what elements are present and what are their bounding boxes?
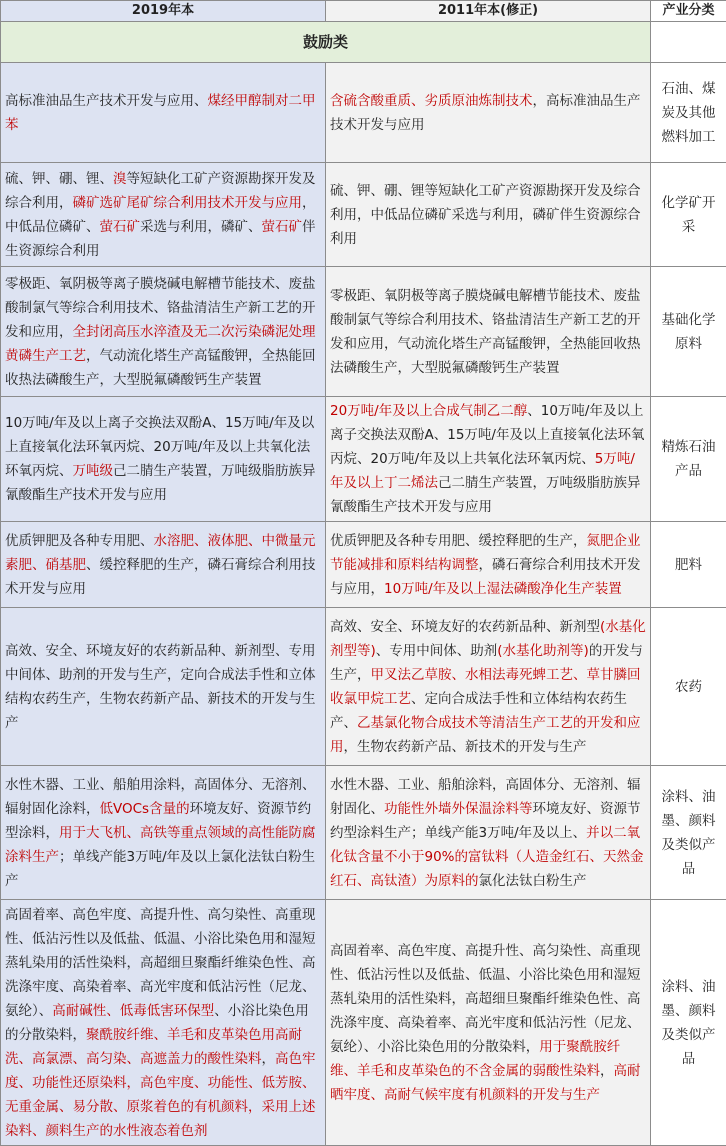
text-segment: 伴生资源综合利用 bbox=[5, 219, 316, 259]
text-segment: 采选与利用，磷矿、 bbox=[140, 219, 262, 235]
cell-2011 bbox=[326, 766, 651, 900]
text-segment: 优质钾肥及各种专用肥、 bbox=[5, 533, 154, 549]
table-row bbox=[1, 63, 726, 163]
changed-text: 高色牢度、功能性还原染料，高色牢度、功能性、低芳胺、无重金属、易分散、原浆着色的有机颜料，采用上述染料、颜料生产的水性液态着色剂 bbox=[5, 1051, 316, 1139]
header-industry: 产业分类 bbox=[651, 1, 726, 22]
category-blank-cell bbox=[651, 22, 726, 63]
text-segment: 的开发与生产， bbox=[330, 643, 643, 683]
text-segment: ；单线产能3万吨/年及以上氯化法钛白粉生产 bbox=[5, 849, 315, 889]
changed-text: 甲叉法乙草胺、水相法毒死蜱工艺、草甘膦回收氯甲烷工艺 bbox=[330, 667, 641, 707]
cell-2019 bbox=[1, 522, 326, 608]
text-segment: 硫、钾、硼、锂等短缺化工矿产资源勘探开发及综合利用，中低品位磷矿采选与利用，磷矿伴生资源综合利用 bbox=[330, 183, 641, 247]
changed-text: 溴 bbox=[113, 171, 127, 187]
cell-industry: 石油、煤炭及其他燃料加工 bbox=[651, 63, 726, 163]
cell-industry: 肥料 bbox=[651, 522, 726, 608]
table-row bbox=[1, 267, 726, 397]
header-2019: 2019年本 bbox=[1, 1, 326, 22]
cell-industry: 基础化学原料 bbox=[651, 267, 726, 397]
changed-text: 全封闭高压水淬渣及无二次污染磷泥处理黄磷生产工艺 bbox=[5, 324, 316, 364]
text-segment: 高标准油品生产技术开发与应用、 bbox=[5, 93, 208, 109]
changed-text: 煤经甲醇制对二甲苯 bbox=[5, 93, 316, 133]
table-row bbox=[1, 900, 726, 1146]
changed-text: (水基化剂型等) bbox=[330, 619, 646, 659]
text-segment: 10万吨/年及以上离子交换法双酚A、15万吨/年及以上直接氧化法环氧丙烷、20万吨/年及以上共氧化法环氧丙烷、 bbox=[5, 415, 314, 479]
changed-text: 用于聚酰胺纤维、羊毛和皮革染色的不含金属的弱酸性染料 bbox=[330, 1039, 620, 1079]
cell-2011 bbox=[326, 63, 651, 163]
cell-industry: 化学矿开采 bbox=[651, 163, 726, 267]
changed-text: 乙基氯化物合成技术等清洁生产工艺的开发和应用 bbox=[330, 715, 641, 755]
text-segment: 零极距、氧阴极等离子膜烧碱电解槽节能技术、废盐酸制氯气等综合利用技术、铬盐清洁生产新工艺的开发和应用，气动流化塔生产高锰酸钾，全热能回收热法磷酸生产，大型脱氟磷酸钙生产装置 bbox=[330, 288, 641, 376]
text-segment: 等短缺化工矿产资源勘探开发及综合利用， bbox=[5, 171, 316, 211]
changed-text: 功能性外墙外保温涂料等 bbox=[384, 801, 533, 817]
changed-text: 万吨级 bbox=[73, 463, 114, 479]
text-segment: ，生物农药新产品、新技术的开发与生产 bbox=[344, 739, 587, 755]
text-segment: 高效、安全、环境友好的农药新品种、新剂型 bbox=[330, 619, 600, 635]
changed-text: 水溶肥、液体肥、中微量元素肥、硝基肥 bbox=[5, 533, 316, 573]
text-segment: ， bbox=[262, 1051, 276, 1067]
text-segment: 、定向合成法手性和立体结构农药生产、 bbox=[330, 691, 627, 731]
text-segment: 己二腈生产装置，万吨级脂肪族异氰酸酯生产技术开发与应用 bbox=[330, 475, 641, 515]
cell-2019 bbox=[1, 267, 326, 397]
text-segment: ，气动流化塔生产高锰酸钾，全热能回收热法磷酸生产，大型脱氟磷酸钙生产装置 bbox=[5, 348, 316, 388]
changed-text: 氮肥企业节能减排和原料结构调整 bbox=[330, 533, 641, 573]
changed-text: 萤石矿 bbox=[100, 219, 141, 235]
changed-text: 5万吨/年及以上丁二烯法 bbox=[330, 451, 635, 491]
text-segment: ，磷石膏综合利用技术开发与应用， bbox=[330, 557, 641, 597]
cell-industry: 农药 bbox=[651, 608, 726, 766]
changed-text: 高耐晒牢度、高耐气候牢度有机颜料的开发与生产 bbox=[330, 1063, 641, 1103]
table-row bbox=[1, 766, 726, 900]
category-row bbox=[1, 22, 726, 63]
table-row bbox=[1, 397, 726, 522]
table-row bbox=[1, 522, 726, 608]
text-segment: ，中低品位磷矿、 bbox=[5, 195, 316, 235]
table-row bbox=[1, 163, 726, 267]
changed-text: 20万吨/年及以上合成气制乙二醇 bbox=[330, 403, 527, 419]
header-2011: 2011年本(修正) bbox=[326, 1, 651, 22]
text-segment: 硫、钾、硼、锂、 bbox=[5, 171, 113, 187]
text-segment: 己二腈生产装置，万吨级脂肪族异氰酸酯生产技术开发与应用 bbox=[5, 463, 316, 503]
text-segment: 、10万吨/年及以上离子交换法双酚A、15万吨/年及以上直接氧化法环氧丙烷、20万吨/年及以上共氧化法环氧丙烷、 bbox=[330, 403, 644, 467]
cell-2019 bbox=[1, 163, 326, 267]
text-segment: 高固着率、高色牢度、高提升性、高匀染性、高重现性、低沾污性以及低盐、低温、小浴比染色用和湿短蒸轧染用的活性染料，高超细旦聚酯纤维染色性、高洗涤牢度、高染着率、高光牢度和低沾污性（尼龙、氨纶）、 bbox=[5, 907, 316, 1019]
text-segment: 环境友好、资源节约型涂料， bbox=[5, 801, 311, 841]
cell-2011 bbox=[326, 522, 651, 608]
changed-text: 萤石矿 bbox=[262, 219, 303, 235]
changed-text: 聚酰胺纤维、羊毛和皮革染色用高耐洗、高氯漂、高匀染、高遮盖力的酸性染料 bbox=[5, 1027, 302, 1067]
text-segment: 高效、安全、环境友好的农药新品种、新剂型、专用中间体、助剂的开发与生产，定向合成法手性和立体结构农药生产，生物农药新产品、新技术的开发与生产 bbox=[5, 643, 316, 731]
text-segment: 优质钾肥及各种专用肥、缓控释肥的生产， bbox=[330, 533, 587, 549]
changed-text: 用于大飞机、高铁等重点领域的高性能防腐涂料生产 bbox=[5, 825, 316, 865]
table-row bbox=[1, 608, 726, 766]
cell-2011 bbox=[326, 267, 651, 397]
cell-2019 bbox=[1, 63, 326, 163]
cell-2011 bbox=[326, 608, 651, 766]
text-segment: 、小浴比染色用的分散染料， bbox=[5, 1003, 309, 1043]
text-segment: 高固着率、高色牢度、高提升性、高匀染性、高重现性、低沾污性以及低盐、低温、小浴比染色用和湿短蒸轧染用的活性染料，高超细旦聚酯纤维染色性、高洗涤牢度、高染着率、高光牢度和低沾污性（尼龙、氨纶）、小浴比染色用的分散染料， bbox=[330, 943, 641, 1055]
text-segment: 、缓控释肥的生产，磷石膏综合利用技术开发与应用 bbox=[5, 557, 316, 597]
cell-2019 bbox=[1, 608, 326, 766]
text-segment: ，高标准油品生产技术开发与应用 bbox=[330, 93, 641, 133]
cell-industry: 涂料、油墨、颜料及类似产品 bbox=[651, 766, 726, 900]
changed-text: 低VOCs含量的 bbox=[100, 801, 190, 817]
changed-text: 并以二氧化钛含量不小于90%的富钛料（人造金红石、天然金红石、高钛渣）为原料的 bbox=[330, 825, 644, 889]
cell-2019 bbox=[1, 766, 326, 900]
text-segment: 零极距、氧阴极等离子膜烧碱电解槽节能技术、废盐酸制氯气等综合利用技术、铬盐清洁生产新工艺的开发和应用， bbox=[5, 276, 316, 340]
text-segment: 氯化法钛白粉生产 bbox=[479, 873, 587, 889]
cell-2011 bbox=[326, 397, 651, 522]
header-row bbox=[1, 1, 726, 22]
text-segment: 、专用中间体、助剂 bbox=[376, 643, 498, 659]
cell-2019 bbox=[1, 397, 326, 522]
text-segment: 水性木器、工业、船舶涂料，高固体分、无溶剂、辐射固化、 bbox=[330, 777, 641, 817]
changed-text: 含硫含酸重质、劣质原油炼制技术 bbox=[330, 93, 533, 109]
cell-2011 bbox=[326, 900, 651, 1146]
changed-text: (水基化助剂等) bbox=[497, 643, 589, 659]
changed-text: 磷矿选矿尾矿综合利用技术开发与应用 bbox=[73, 195, 303, 211]
cell-industry: 精炼石油产品 bbox=[651, 397, 726, 522]
text-segment: 水性木器、工业、船舶用涂料，高固体分、无溶剂、辐射固化涂料， bbox=[5, 777, 316, 817]
changed-text: 高耐碱性、低毒低害环保型 bbox=[52, 1003, 214, 1019]
cell-2019 bbox=[1, 900, 326, 1146]
cell-2011 bbox=[326, 163, 651, 267]
text-segment: ， bbox=[600, 1063, 614, 1079]
changed-text: 10万吨/年及以上湿法磷酸净化生产装置 bbox=[384, 581, 622, 597]
category-label: 鼓励类 bbox=[1, 22, 651, 63]
text-segment: 环境友好、资源节约型涂料生产；单线产能3万吨/年及以上、 bbox=[330, 801, 641, 841]
cell-industry: 涂料、油墨、颜料及类似产品 bbox=[651, 900, 726, 1146]
